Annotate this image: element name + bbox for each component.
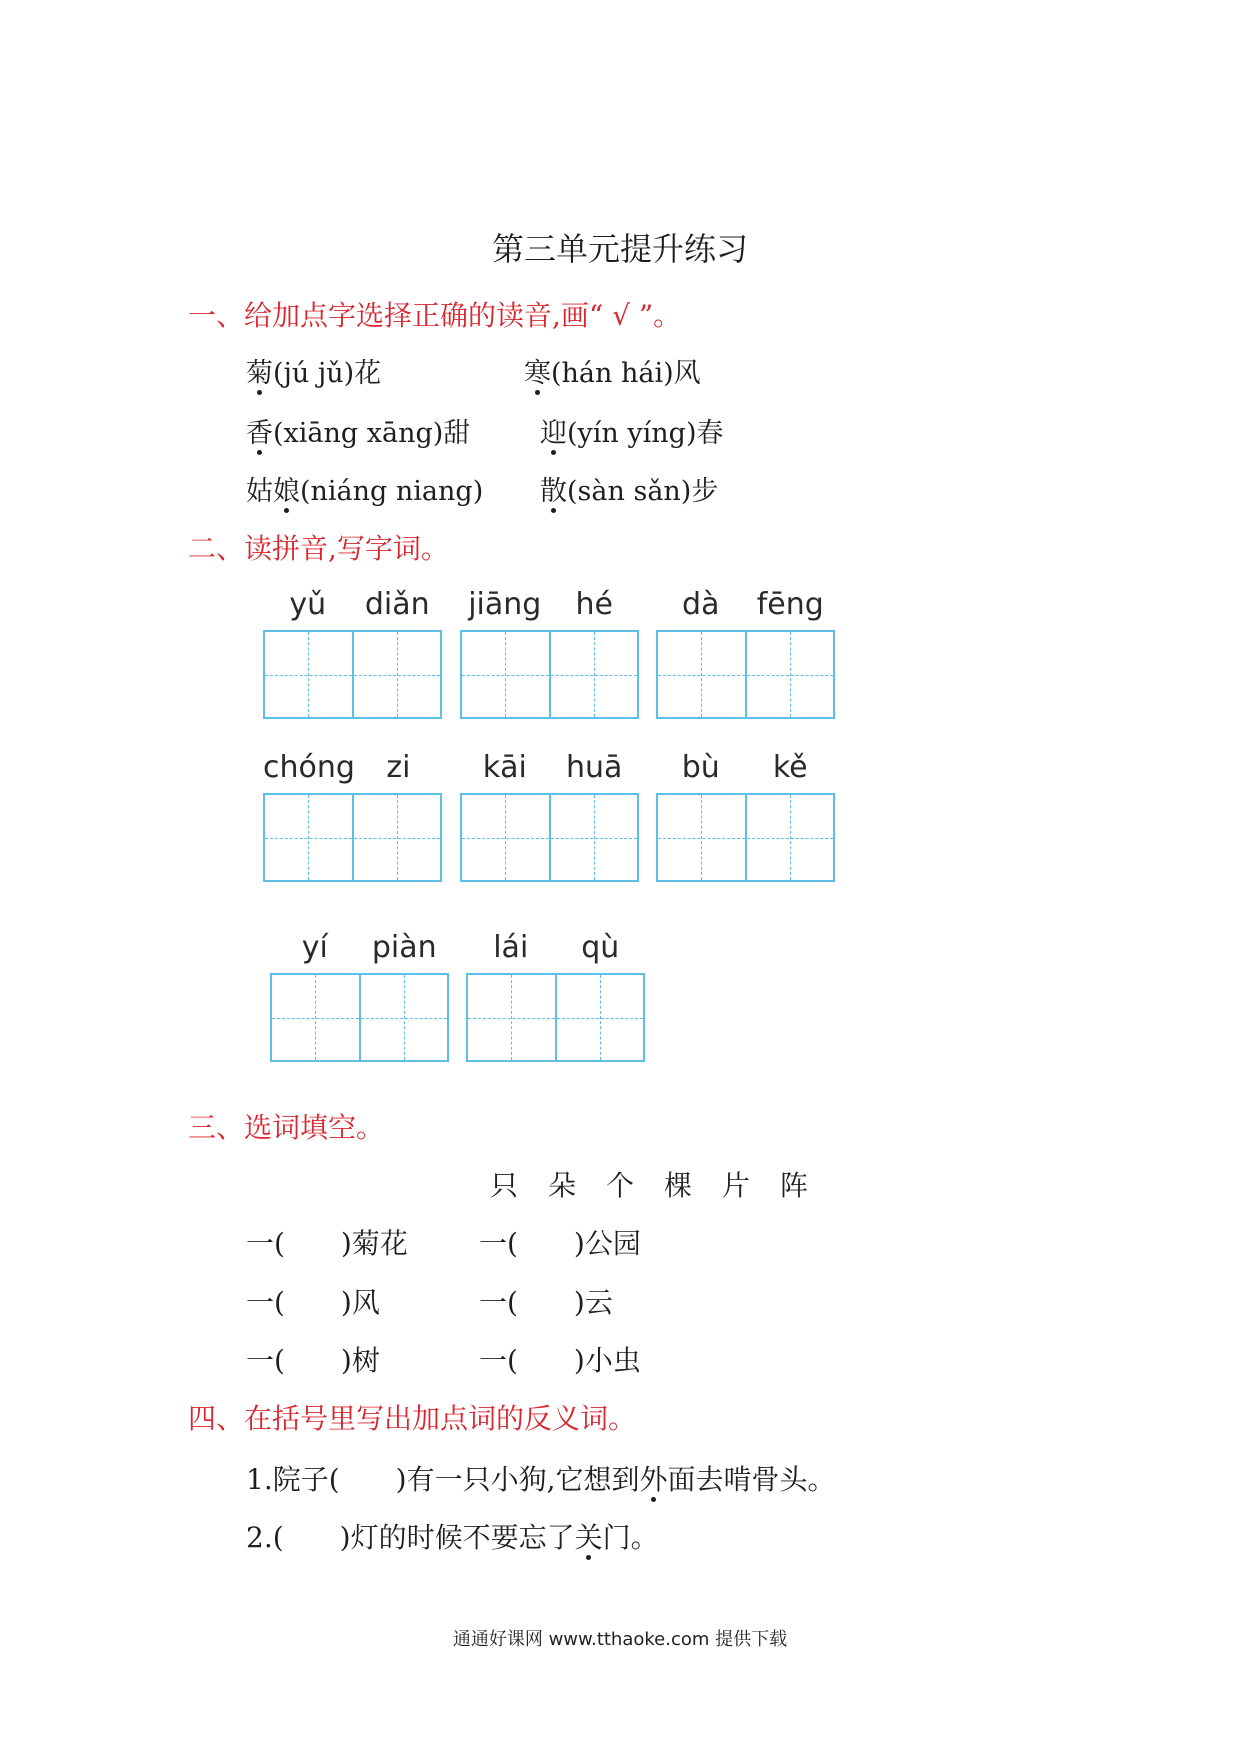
tianzige-cell <box>468 975 555 1060</box>
pinyin-syllable: qù <box>581 930 620 965</box>
pinyin-syllable: diǎn <box>364 587 430 622</box>
tianzige-cell <box>555 975 644 1060</box>
pinyin-writing-group <box>460 748 639 882</box>
item-options: (sàn sǎn)步 <box>567 476 719 507</box>
pinyin-writing-group <box>656 585 835 719</box>
item-options: (yín yíng)春 <box>567 418 724 449</box>
section-4-heading: 四、在括号里写出加点词的反义词。 <box>188 1402 637 1435</box>
pinyin-row <box>466 928 645 968</box>
fill-blank-item: 一( )菊花 <box>246 1227 408 1260</box>
writing-grid <box>460 793 639 882</box>
dotted-character: 迎 <box>540 418 567 449</box>
fill-blank-item: 一( )树 <box>246 1344 380 1377</box>
writing-grid <box>270 973 449 1062</box>
item-prefix: 姑 <box>246 476 273 507</box>
sentence-end: 门。 <box>602 1521 659 1554</box>
writing-grid <box>656 793 835 882</box>
tianzige-cell <box>658 795 745 880</box>
pinyin-row <box>270 928 449 968</box>
word-choice: 个 <box>606 1169 635 1202</box>
tianzige-cell <box>658 632 745 717</box>
dotted-character: 香 <box>246 418 273 449</box>
section-3-heading: 三、选词填空。 <box>188 1111 385 1144</box>
writing-grid <box>460 630 639 719</box>
pronunciation-item <box>524 360 701 387</box>
tianzige-cell <box>462 632 549 717</box>
pronunciation-item <box>246 360 381 387</box>
word-choice: 阵 <box>780 1169 809 1202</box>
pinyin-row <box>656 748 835 788</box>
pinyin-writing-group <box>263 748 442 882</box>
page-title: 第三单元提升练习 <box>491 230 748 268</box>
fill-blank-item: 一( )小虫 <box>479 1344 641 1377</box>
pinyin-writing-group <box>656 748 835 882</box>
fill-blank-item: 一( )公园 <box>479 1227 641 1260</box>
footer-credit: 通通好课网 www.tthaoke.com 提供下载 <box>452 1629 788 1650</box>
pinyin-row <box>263 585 442 625</box>
pinyin-writing-group <box>460 585 639 719</box>
tianzige-cell <box>745 632 834 717</box>
writing-grid <box>263 630 442 719</box>
tianzige-cell <box>549 795 638 880</box>
pinyin-writing-group <box>270 928 449 1062</box>
dotted-character: 散 <box>540 476 567 507</box>
tianzige-cell <box>745 795 834 880</box>
pinyin-syllable: yǔ <box>289 587 327 622</box>
sentence-end: 面去啃骨头。 <box>667 1463 836 1496</box>
pinyin-syllable: hé <box>575 587 613 622</box>
pinyin-syllable: kāi <box>482 750 527 785</box>
word-choice: 朵 <box>548 1169 577 1202</box>
dotted-character: 外 <box>639 1463 668 1496</box>
pinyin-syllable: zi <box>386 750 411 785</box>
pinyin-row <box>460 585 639 625</box>
item-options: (hán hái)风 <box>551 358 701 389</box>
pinyin-syllable: lái <box>493 930 529 965</box>
sentence-start: 2.( )灯的时候不要忘了 <box>246 1521 575 1554</box>
dotted-character: 寒 <box>524 358 551 389</box>
fill-blank-item: 一( )云 <box>479 1286 613 1319</box>
section-2-heading: 二、读拼音,写字词。 <box>188 532 449 565</box>
pinyin-syllable: dà <box>682 587 720 622</box>
pinyin-syllable: kě <box>772 750 808 785</box>
pinyin-syllable: jiāng <box>468 587 542 622</box>
tianzige-cell <box>352 632 441 717</box>
item-options: (jú jǔ)花 <box>273 358 382 389</box>
pinyin-syllable: huā <box>566 750 623 785</box>
dotted-character: 关 <box>574 1521 603 1554</box>
pinyin-row <box>460 748 639 788</box>
tianzige-cell <box>352 795 441 880</box>
pronunciation-item <box>540 478 718 505</box>
dotted-character: 菊 <box>246 358 273 389</box>
item-options: (xiāng xāng)甜 <box>273 418 471 449</box>
writing-grid <box>263 793 442 882</box>
writing-grid <box>466 973 645 1062</box>
pinyin-syllable: bù <box>681 750 720 785</box>
pinyin-syllable: yí <box>301 930 328 965</box>
item-options: (niáng niang) <box>300 476 484 507</box>
pinyin-writing-group <box>466 928 645 1062</box>
writing-grid <box>656 630 835 719</box>
word-choice: 只 <box>490 1169 519 1202</box>
pinyin-row <box>656 585 835 625</box>
word-choice: 棵 <box>664 1169 693 1202</box>
tianzige-cell <box>272 975 359 1060</box>
antonym-sentence <box>246 1521 659 1554</box>
word-choice: 片 <box>722 1169 751 1202</box>
pinyin-syllable: piàn <box>371 930 437 965</box>
pinyin-syllable: chóng <box>263 750 355 785</box>
antonym-sentence <box>246 1463 836 1496</box>
tianzige-cell <box>462 795 549 880</box>
fill-blank-item: 一( )风 <box>246 1286 380 1319</box>
tianzige-cell <box>359 975 448 1060</box>
word-choices <box>490 1169 809 1202</box>
pinyin-writing-group <box>263 585 442 719</box>
section-1-heading: 一、给加点字选择正确的读音,画“ √ ”。 <box>188 299 682 332</box>
dotted-character: 娘 <box>273 476 300 507</box>
pronunciation-item <box>540 420 724 447</box>
pinyin-row <box>263 748 442 788</box>
pronunciation-item <box>246 478 483 505</box>
tianzige-cell <box>549 632 638 717</box>
pronunciation-item <box>246 420 470 447</box>
tianzige-cell <box>265 632 352 717</box>
sentence-start: 1.院子( )有一只小狗,它想到 <box>246 1463 640 1496</box>
pinyin-syllable: fēng <box>756 587 824 622</box>
tianzige-cell <box>265 795 352 880</box>
